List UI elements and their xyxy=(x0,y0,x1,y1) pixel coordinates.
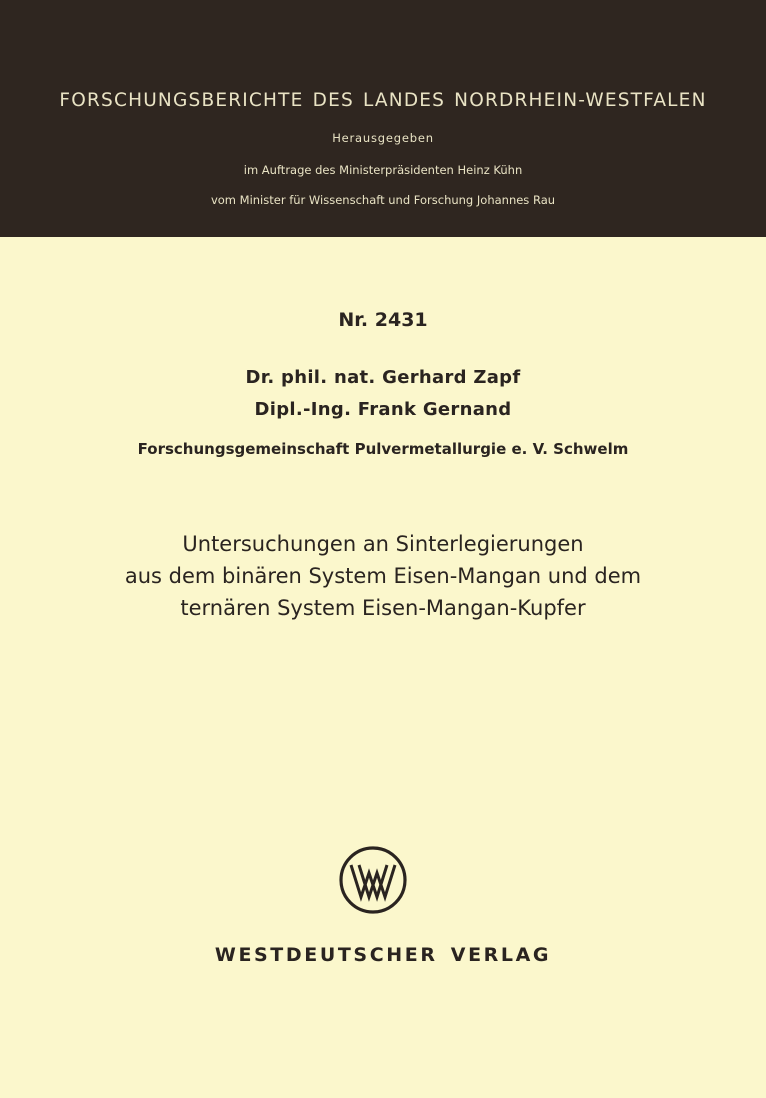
report-title xyxy=(0,528,766,624)
report-number: Nr. 2431 xyxy=(338,309,428,331)
institution: Forschungsgemeinschaft Pulvermetallurgie e. V. Schwelm xyxy=(137,440,629,458)
editor-line-1: Herausgegeben xyxy=(332,131,434,145)
author-2: Dipl.-Ing. Frank Gernand xyxy=(254,399,512,420)
series-title: FORSCHUNGSBERICHTE DES LANDES NORDRHEIN-WESTFALEN xyxy=(59,90,707,111)
editor-line-2: im Auftrage des Ministerpräsidenten Heinz Kühn xyxy=(243,163,523,177)
westdeutscher-verlag-w-logo-icon xyxy=(338,845,408,915)
header-band xyxy=(0,0,766,237)
publisher-name: WESTDEUTSCHER VERLAG xyxy=(214,944,552,966)
author-1: Dr. phil. nat. Gerhard Zapf xyxy=(245,367,521,388)
title-line-1: Untersuchungen an Sinterlegierungen xyxy=(182,532,584,556)
title-line-3: ternären System Eisen-Mangan-Kupfer xyxy=(180,596,586,620)
title-line-2: aus dem binären System Eisen-Mangan und dem xyxy=(124,564,642,588)
editor-line-3: vom Minister für Wissenschaft und Forschung Johannes Rau xyxy=(210,193,556,207)
